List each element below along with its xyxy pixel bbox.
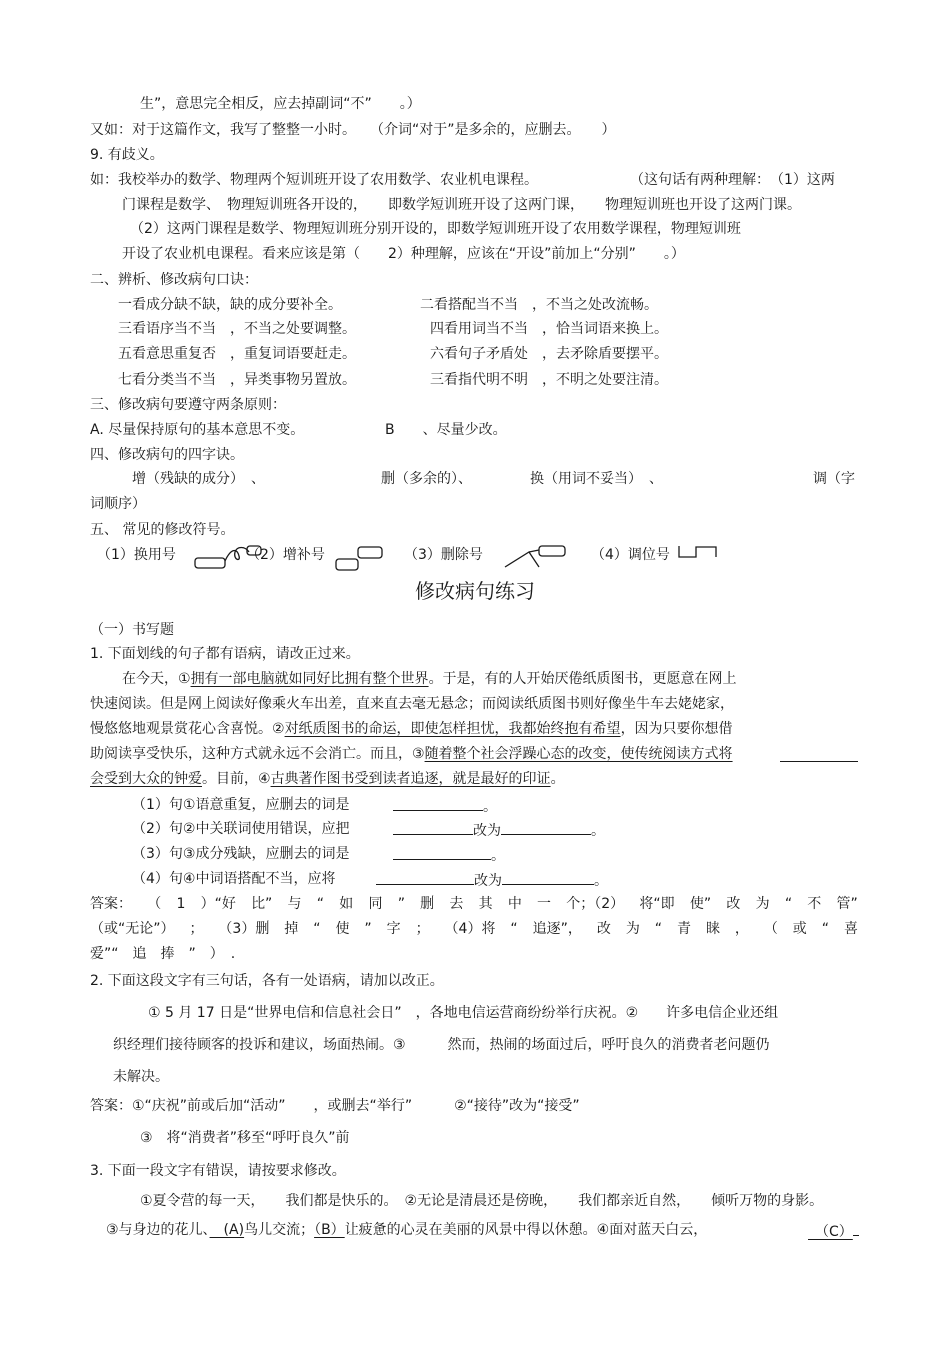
section-heading: 四、修改病句的四字诀。	[90, 447, 244, 463]
answer-token: “	[316, 896, 325, 912]
passage-line: ③与身边的花儿、 (A)鸟儿交流；（B）让疲惫的心灵在美丽的风景中得以休憩。④面对蓝天白云，	[106, 1222, 708, 1238]
answer-token: 删	[420, 896, 435, 912]
text-line: 9. 有歧义。	[90, 147, 164, 163]
answer-token: ”	[397, 896, 405, 912]
text-line: 又如：对于这篇作文，我写了整整一小时。 （介词“对于”是多余的，应删去。 ）	[90, 122, 616, 138]
text-line: 开设了农业机电课程。看来应该是第（ 2）种理解，应该在“开设”前加上“分别” 。）	[122, 246, 685, 262]
answer-token: “	[313, 921, 321, 937]
underline-continuation	[780, 761, 858, 762]
answer-token: “	[654, 921, 663, 937]
answer-token: 同	[368, 896, 383, 912]
text-line: 生”，意思完全相反，应去掉副词“不” 。）	[140, 96, 421, 112]
sub-question: （4）句④中词语搭配不当，应将	[132, 871, 336, 887]
answer-token: 去	[449, 896, 464, 912]
sub-question: （2）句②中关联词使用错误，应把	[132, 821, 350, 837]
blank-b[interactable]: （B）	[314, 1222, 345, 1238]
answer-token: 不	[807, 896, 822, 912]
insert-mark-icon	[334, 544, 386, 574]
answer-token: 改	[726, 896, 741, 912]
answer-token: 或	[792, 921, 807, 937]
rhyme-line: 五看意思重复否 ，重复词语要赶走。	[118, 346, 356, 362]
rhyme-line: 一看成分缺不缺，缺的成分要补全。	[118, 297, 342, 313]
answer-token: （4）将	[444, 921, 496, 937]
section-heading: 五、 常见的修改符号。	[90, 522, 235, 538]
passage-line: 快速阅读。但是网上阅读好像乘火车出差，直来直去毫无悬念；而阅读纸质图书则好像坐牛车去姥姥家，	[90, 696, 734, 712]
answer-line: 答案：①“庆祝”前或后加“活动” ，或删去“举行” ②“接待”改为“接受”	[90, 1098, 580, 1114]
text-line: 词顺序）	[90, 496, 146, 512]
answer-token: 喜	[843, 921, 858, 937]
rhyme-line: 四看用词当不当 ，恰当词语来换上。	[430, 321, 668, 337]
principle-b: B 、尽量少改。	[385, 422, 507, 438]
text-line: 门课程是数学、 物理短训班各开设的， 即数学短训班开设了这两门课， 物理短训班也开设了这两门课。	[122, 197, 801, 213]
question-prompt: 3. 下面一段文字有错误，请按要求修改。	[90, 1163, 346, 1179]
underlined-sentence: 对纸质图书的命运，即使怎样担忧，我都始终抱有希望	[284, 721, 621, 737]
answer-token: 使	[335, 921, 350, 937]
subsection-heading: （一）书写题	[90, 622, 174, 638]
answer-token: 其	[478, 896, 493, 912]
answer-token: 中	[507, 896, 522, 912]
passage-line: 助阅读享受快乐，这种方式就永远不会消亡。而且，③随着整个社会浮躁心态的改变，使传统阅读方式将	[90, 746, 733, 762]
page-title: 修改病句练习	[415, 579, 535, 603]
answer-token: ；	[189, 921, 204, 937]
answer-token: 字	[386, 921, 401, 937]
rule-item: 增（残缺的成分） 、	[132, 471, 265, 487]
answer-token: （3）删	[218, 921, 270, 937]
answer-token: （或“无论”）	[90, 921, 175, 937]
rhyme-line: 三看语序当不当 ，不当之处要调整。	[118, 321, 356, 337]
symbol-label: （2）增补号	[246, 547, 325, 563]
answer-token: 为	[625, 921, 640, 937]
answer-token: ）“好	[200, 896, 236, 912]
answer-token: 一	[537, 896, 552, 912]
answer-token: 管”	[836, 896, 858, 912]
section-heading: 三、修改病句要遵守两条原则：	[90, 397, 286, 413]
sub-question: （3）句③成分残缺，应删去的词是	[132, 846, 350, 862]
question-prompt: 1. 下面划线的句子都有语病，请改正过来。	[90, 646, 360, 662]
answer-token: 改	[596, 921, 611, 937]
answer-blank[interactable]: 改为 。	[376, 870, 608, 890]
answer-token: ”	[364, 921, 372, 937]
rhyme-line: 七看分类当不当 ，异类事物另置放。	[118, 372, 356, 388]
symbol-label: （3）删除号	[404, 547, 483, 563]
underlined-sentence: 会受到大众的钟爱	[90, 771, 202, 787]
answer-token: 睐	[705, 921, 720, 937]
delete-mark-icon	[503, 542, 569, 570]
passage-line: ①夏令营的每一天， 我们都是快乐的。 ②无论是清晨还是傍晚， 我们都亲近自然， 倾听万物的身影。	[140, 1193, 824, 1209]
answer-token: “	[510, 921, 518, 937]
answer-token: 比”	[251, 896, 273, 912]
underlined-sentence: 古典著作图书受到读者追逐，就是最好的印证	[270, 771, 551, 787]
answer-blank[interactable]: 。	[393, 845, 505, 865]
sub-question: （1）句①语意重复，应删去的词是	[132, 797, 350, 813]
answer-blank[interactable]: 。	[393, 796, 497, 816]
answer-token: 追逐”，	[532, 921, 582, 937]
answer-line: 爱”“ 追 捧 ” ） .	[90, 946, 236, 962]
symbol-label: （4）调位号	[591, 547, 670, 563]
answer-token: 1	[176, 896, 186, 912]
text-line: （2）这两门课程是数学、物理短训班分别开设的，即数学短训班开设了农用数学课程，物理短训班	[130, 221, 741, 237]
transpose-mark-icon	[676, 543, 722, 563]
section-heading: 二、辨析、修改病句口诀：	[90, 272, 258, 288]
symbol-label: （1）换用号	[97, 547, 176, 563]
answer-token: （	[763, 921, 778, 937]
answer-token: 与	[287, 896, 302, 912]
underlined-sentence: 拥有一部电脑就如同好比拥有整个世界	[190, 671, 429, 687]
rhyme-line: 三看指代明不明 ，不明之处要注清。	[430, 372, 668, 388]
passage-line: ① 5 月 17 日是“世界电信和信息社会日” ，各地电信运营商纷纷举行庆祝。② 许多电信企业还组	[148, 1005, 779, 1021]
answer-token: ；	[415, 921, 430, 937]
answer-blank[interactable]: 改为 。	[393, 820, 605, 840]
answer-line: ③ 将“消费者”移至“呼吁良久”前	[140, 1130, 350, 1146]
answer-token: 如	[339, 896, 354, 912]
answer-token: 个；（2）	[566, 896, 625, 912]
answer-token: 青	[676, 921, 691, 937]
answer-line	[90, 895, 858, 913]
passage-line: 织经理们接待顾客的投诉和建议，场面热闹。③ 然而，热闹的场面过后，呼吁良久的消费者老问题仍	[113, 1037, 770, 1053]
text-line: （这句话有两种理解： （1）这两	[630, 172, 835, 188]
rhyme-line: 二看搭配当不当 ，不当之处改流畅。	[420, 297, 658, 313]
answer-token: 将“即	[639, 896, 675, 912]
answer-token: 为	[755, 896, 770, 912]
rule-item: 调（字	[813, 471, 855, 487]
rule-item: 换（用词不妥当） 、	[530, 471, 663, 487]
passage-line: 在今天，①拥有一部电脑就如同好比拥有整个世界。于是，有的人开始厌倦纸质图书，更愿意在网上	[122, 671, 737, 687]
answer-line	[90, 920, 858, 938]
answer-token: “	[784, 896, 793, 912]
passage-line: 会受到大众的钟爱。目前，④古典著作图书受到读者追逐，就是最好的印证。	[90, 771, 565, 787]
principle-a: A. 尽量保持原句的基本意思不变。	[90, 422, 305, 438]
answer-token: （	[147, 896, 162, 912]
rhyme-line: 六看句子矛盾处 ，去矛除盾要摆平。	[430, 346, 668, 362]
passage-line: 未解决。	[113, 1069, 169, 1085]
answer-token: 使”	[689, 896, 712, 912]
answer-token: 掉	[284, 921, 299, 937]
rule-item: 删（多余的）、	[381, 471, 472, 487]
text-line: 如：我校举办的数学、物理两个短训班开设了农用数学、农业机电课程。	[90, 172, 538, 188]
answer-token: “	[821, 921, 830, 937]
blank-a[interactable]: (A)	[209, 1222, 245, 1238]
passage-line: 慢悠悠地观景赏花心含喜悦。②对纸质图书的命运，即使怎样担忧，我都始终抱有希望，因为只要你想借	[90, 721, 733, 737]
underlined-sentence: 随着整个社会浮躁心态的改变，使传统阅读方式将	[424, 746, 733, 762]
answer-token: ，	[734, 921, 749, 937]
question-prompt: 2. 下面这段文字有三句话，各有一处语病，请加以改正。	[90, 973, 444, 989]
blank-c[interactable]: （C）	[808, 1221, 859, 1241]
answer-token: 答案：	[90, 896, 132, 912]
